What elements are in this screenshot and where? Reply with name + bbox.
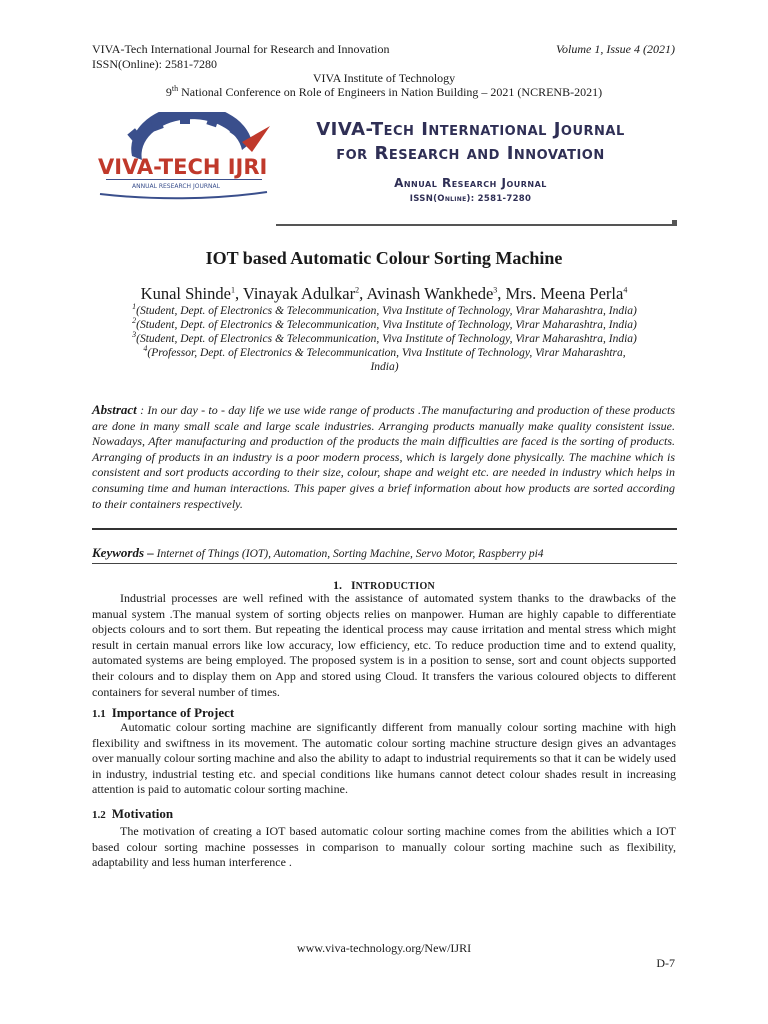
footer-url: www.viva-technology.org/New/IJRI [296, 941, 472, 955]
section-title-rest: NTRODUCTION [355, 581, 436, 592]
author-name: Kunal Shinde [140, 284, 231, 303]
author-affil-sup: 2 [355, 285, 360, 295]
affiliation-sup: 2 [132, 316, 137, 326]
journal-title-line1: VIVA-Tech International Journal [316, 119, 625, 140]
logo-subtext: ANNUAL RESEARCH JOURNAL [132, 183, 220, 190]
section-number: 1. [332, 578, 342, 592]
keywords-label: Keywords – [92, 545, 154, 560]
affiliation-sup: 4 [143, 344, 148, 354]
abstract-text: In our day - to - day life we use wide range of products .The manufacturing and production of these products are done in many small scale and large scale industries. Arranging products manually make quality consistent issue. Nowadays, After manufacturing and production of the products the main difficulties are faced is the sorting of products. Arranging of products in an industry is a poor modern process, which is largely done physically. The machine which is consistent and sort products according to their size, colour, shape and weight etc. are needed in industry which helps in consuming time and human interactions. This paper gives a brief information about how products are sorted according to their containers respectively. [92, 403, 676, 511]
section-title-initial: I [350, 578, 356, 592]
author-separator: , [497, 284, 506, 303]
abstract-separator: : [136, 403, 148, 417]
author-affil-sup: 3 [493, 285, 498, 295]
affiliation [92, 304, 677, 318]
logo-text: VIVA-TECH IJRI [98, 155, 268, 179]
author-list [0, 284, 768, 304]
abstract [92, 402, 675, 512]
header-conference [0, 85, 768, 100]
author-affil-sup: 1 [230, 285, 235, 295]
banner-divider [276, 224, 677, 226]
affiliation [92, 318, 677, 332]
keywords [92, 545, 677, 561]
author-name: Avinash Wankhede [366, 284, 494, 303]
subsection-title: Motivation [111, 806, 174, 821]
author-separator: , [234, 284, 243, 303]
author-name: Vinayak Adulkar [242, 284, 356, 303]
annual-research-journal: Annual Research Journal [394, 176, 547, 190]
header-volume: Volume 1, Issue 4 (2021) [556, 42, 675, 56]
keywords-text: Internet of Things (IOT), Automation, Sorting Machine, Servo Motor, Raspberry pi4 [156, 548, 544, 560]
paper-title: IOT based Automatic Colour Sorting Machine [205, 248, 563, 268]
subsection-heading-importance [92, 705, 234, 721]
subsection-number: 1.2 [92, 809, 106, 821]
conference-ordinal-sup: th [171, 84, 179, 93]
subsection-heading-motivation [92, 806, 173, 822]
abstract-label: Abstract [92, 402, 137, 417]
author-name: Mrs. Meena Perla [505, 284, 624, 303]
banner-issn: ISSN(Online): 2581-7280 [409, 194, 532, 204]
page-number: D-7 [656, 956, 675, 970]
banner-divider-end [672, 220, 677, 226]
journal-logo [92, 112, 282, 202]
header-journal-name: VIVA-Tech International Journal for Research and Innovation [92, 42, 390, 56]
keywords-divider [92, 563, 677, 564]
header-issn: ISSN(Online): 2581-7280 [92, 57, 217, 71]
affiliation-text: (Professor, Dept. of Electronics & Telecommunication, Viva Institute of Technology, Virar Maharashtra, India) [147, 347, 626, 373]
gear-icon [127, 112, 252, 160]
conference-ordinal: 9 [165, 85, 172, 99]
journal-banner [92, 112, 677, 230]
conference-name: National Conference on Role of Engineers in Nation Building – 2021 (NCRENB-2021) [178, 85, 603, 99]
journal-title [278, 118, 663, 166]
affiliation [92, 346, 677, 374]
affiliation-text: (Student, Dept. of Electronics & Telecommunication, Viva Institute of Technology, Virar Maharashtra, India) [136, 319, 637, 331]
author-separator: , [359, 284, 367, 303]
journal-title-line2: for Research and Innovation [336, 143, 605, 164]
affiliation-sup: 1 [132, 302, 137, 312]
subsection-title: Importance of Project [111, 705, 235, 720]
subsection-number: 1.1 [92, 708, 106, 720]
affiliation-text: (Student, Dept. of Electronics & Telecommunication, Viva Institute of Technology, Virar Maharashtra, India) [136, 305, 637, 317]
introduction-paragraph: Industrial processes are well refined with the assistance of automated system thanks to the drawbacks of the manual system .The manual system of sorting objects relies on manpower. Human are highly capable to differentiate objects colours and to sort them. But repeating the identical process may cause irritation and mental stress which might result in certain manual errors like low accuracy, low efficiency, etc. To reduce production time and to extend quality, automated systems are being employed. The proposed system is in a position to sense, sort and count objects supported their colours and to display them on App and stored using Cloud. It transfers the various coloured objects to different containers for several number of times. [92, 591, 676, 699]
author-affil-sup: 4 [623, 285, 628, 295]
affiliation-text: (Student, Dept. of Electronics & Telecommunication, Viva Institute of Technology, Virar Maharashtra, India) [136, 333, 637, 345]
motivation-paragraph: The motivation of creating a IOT based automatic colour sorting machine comes from the abilities which a IOT based colour sorting machine possesses in comparison to manually colour sorting machine such as flexibility, adaptability and less human interference . [92, 824, 676, 870]
abstract-divider [92, 528, 677, 530]
header-journal-line [92, 42, 390, 72]
affiliation [92, 332, 677, 346]
affiliation-sup: 3 [132, 330, 137, 340]
importance-paragraph: Automatic colour sorting machine are significantly different from manually colour sorting machine with high flexibility and swiftness in its movement. The automatic colour sorting machine structure design gives an advantages over manually colour sorting machine and also the ability to adapt to industrial requirements so that it can be widely used in industry, industrial testing etc. and special conditions like humans cannot detect colour shades result in increasing attention is paid to automatic colour sorting machine. [92, 720, 676, 797]
header-institute: VIVA Institute of Technology [312, 71, 456, 85]
